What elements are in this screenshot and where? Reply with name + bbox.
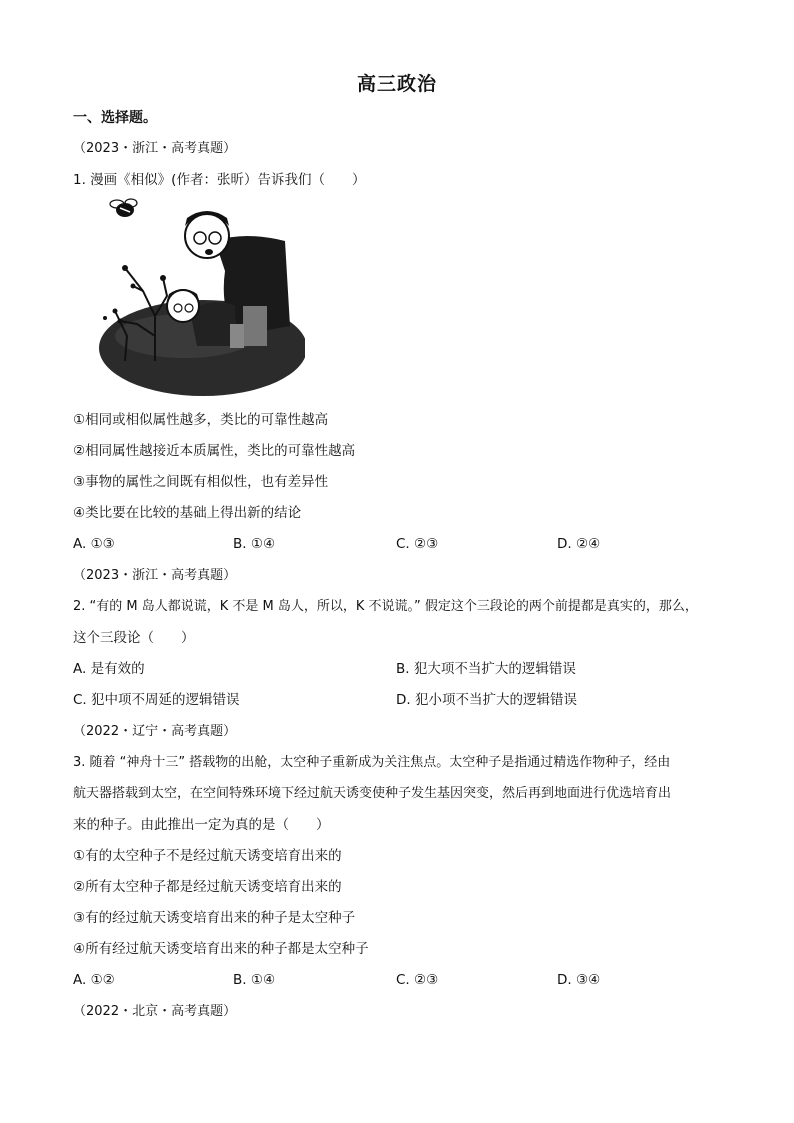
- option-c[interactable]: C. 犯中项不周延的逻辑错误: [73, 692, 240, 708]
- bee-icon: [110, 199, 137, 217]
- option-a[interactable]: A. 是有效的: [73, 661, 145, 677]
- question-source: （2023・浙江・高考真题）: [73, 141, 237, 156]
- statement-4: ④所有经过航天诱变培育出来的种子都是太空种子: [73, 941, 369, 957]
- option-b[interactable]: B. 犯大项不当扩大的逻辑错误: [396, 661, 576, 677]
- statement-3: ③事物的属性之间既有相似性，也有差异性: [73, 474, 329, 490]
- option-a[interactable]: A. ①②: [73, 972, 115, 988]
- question-stem-cont: 来的种子。由此推出一定为真的是（ ）: [73, 817, 330, 833]
- statement-4: ④类比要在比较的基础上得出新的结论: [73, 505, 302, 521]
- question-stem: 2. “有的 M 岛人都说谎，K 不是 M 岛人，所以，K 不说谎。” 假定这个三段论的两个前提都是真实的，那么，: [73, 599, 698, 614]
- question-stem: 3. 随着 “神舟十三” 搭载物的出舱，太空种子重新成为关注焦点。太空种子是指通过精选作物种子，经由: [73, 755, 671, 770]
- statement-2: ②相同属性越接近本质属性，类比的可靠性越高: [73, 443, 356, 459]
- option-b[interactable]: B. ①④: [233, 972, 276, 988]
- option-a[interactable]: A. ①③: [73, 536, 115, 552]
- question-stem: 1. 漫画《相似》(作者：张昕）告诉我们（ ）: [73, 172, 366, 188]
- option-c[interactable]: C. ②③: [396, 536, 439, 552]
- statement-1: ①有的太空种子不是经过航天诱变培育出来的: [73, 848, 342, 864]
- question-source: （2023・浙江・高考真题）: [73, 568, 237, 583]
- option-d[interactable]: D. ②④: [557, 536, 601, 552]
- cartoon-image: [85, 196, 305, 398]
- question-stem-cont: 航天器搭载到太空，在空间特殊环境下经过航天诱变使种子发生基因突变，然后再到地面进行优选培育出: [73, 786, 672, 801]
- statement-3: ③有的经过航天诱变培育出来的种子是太空种子: [73, 910, 356, 926]
- option-b[interactable]: B. ①④: [233, 536, 276, 552]
- statement-1: ①相同或相似属性越多，类比的可靠性越高: [73, 412, 329, 428]
- page-title: 高三政治: [356, 73, 437, 95]
- section-heading: 一、选择题。: [73, 110, 157, 126]
- statement-2: ②所有太空种子都是经过航天诱变培育出来的: [73, 879, 342, 895]
- question-source: （2022・辽宁・高考真题）: [73, 724, 237, 739]
- option-d[interactable]: D. 犯小项不当扩大的逻辑错误: [396, 692, 577, 708]
- option-d[interactable]: D. ③④: [557, 972, 601, 988]
- question-source: （2022・北京・高考真题）: [73, 1004, 237, 1019]
- option-c[interactable]: C. ②③: [396, 972, 439, 988]
- question-stem-cont: 这个三段论（ ）: [73, 630, 195, 646]
